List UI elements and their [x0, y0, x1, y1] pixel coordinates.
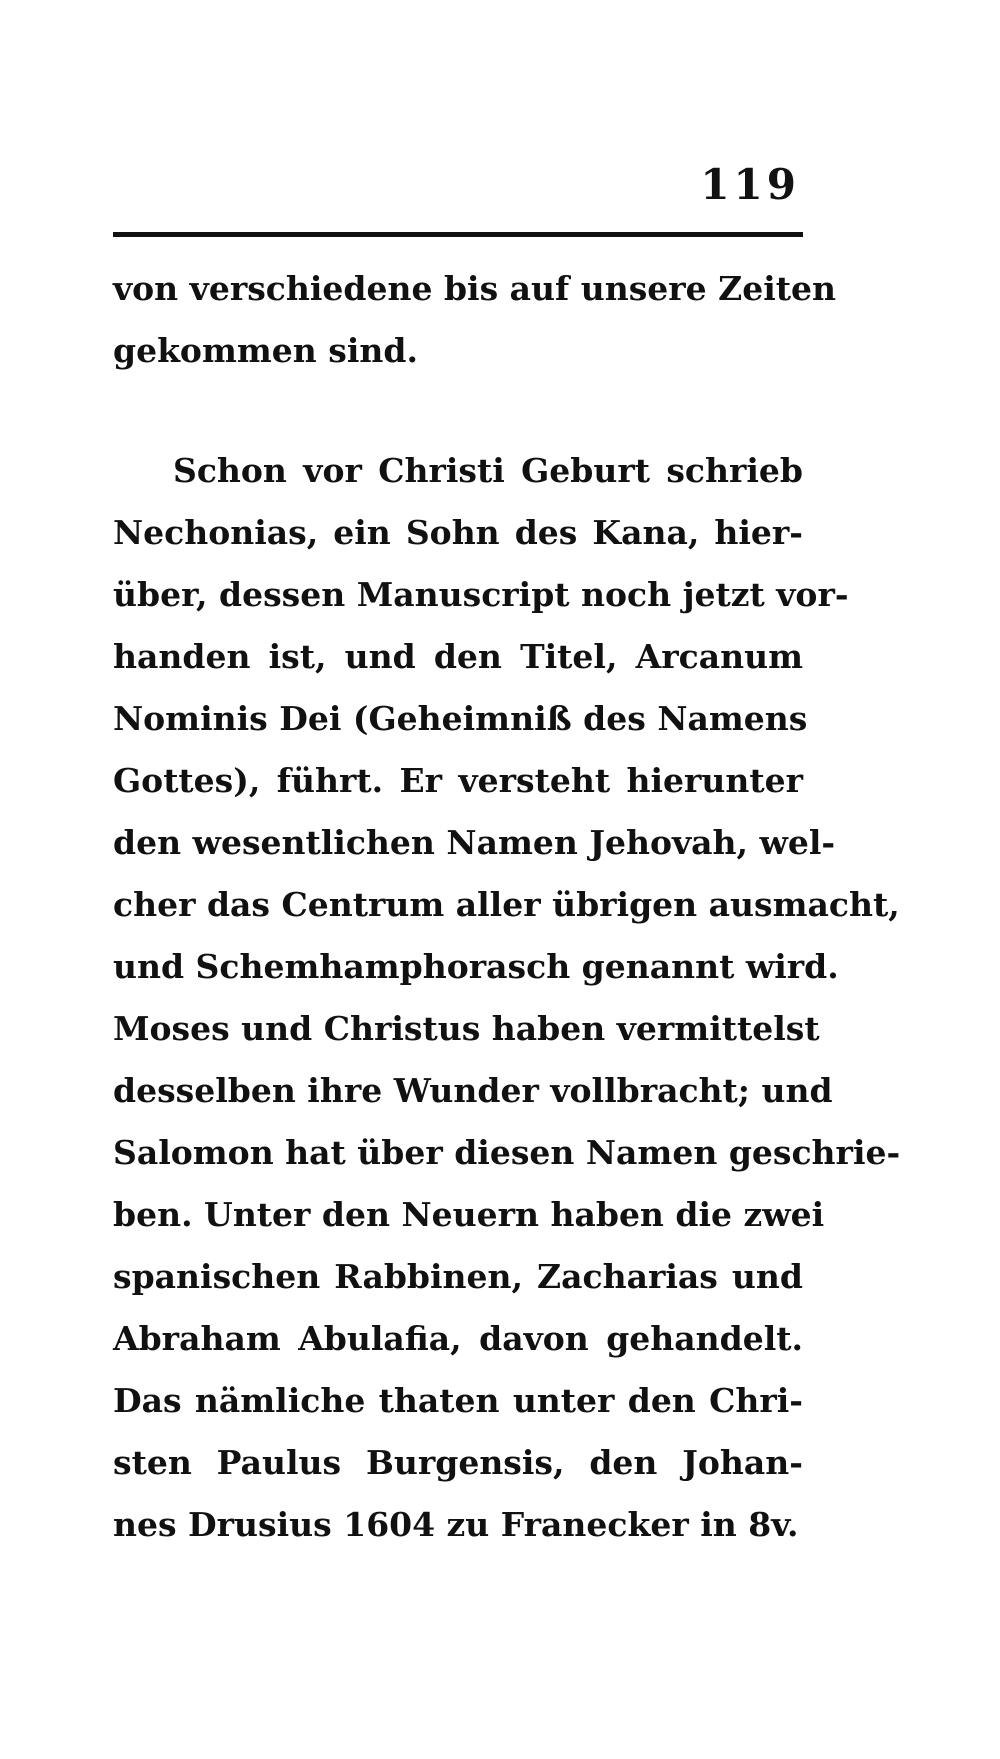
text-line: Nominis Dei (Geheimniß des Namens — [113, 699, 808, 738]
text-line: spanischen Rabbinen, Zacharias und — [113, 1257, 803, 1296]
header-rule — [113, 232, 803, 237]
text-line: gekommen sind. — [113, 331, 418, 370]
text-line: nes Drusius 1604 zu Franecker in 8v. — [113, 1505, 799, 1544]
text-line: desselben ihre Wunder vollbracht; und — [113, 1071, 833, 1110]
text-line: sten Paulus Burgensis, den Johan- — [113, 1443, 803, 1482]
text-line: von verschiedene bis auf unsere Zeiten — [113, 269, 836, 308]
text-line: den wesentlichen Namen Jehovah, wel- — [113, 823, 836, 862]
text-line: über, dessen Manuscript noch jetzt vor- — [113, 575, 849, 614]
text-line: Das nämliche thaten unter den Chri- — [113, 1381, 803, 1420]
paragraph — [113, 440, 901, 1556]
text-line: Gottes), führt. Er versteht hierunter — [113, 761, 803, 800]
text-line: Schon vor Christi Geburt schrieb — [173, 451, 803, 490]
text-line: Abraham Abulafia, davon gehandelt. — [113, 1319, 803, 1358]
text-line: Salomon hat über diesen Namen geschrie- — [113, 1133, 901, 1172]
text-line: und Schemhamphorasch genannt wird. — [113, 947, 839, 986]
text-line: Moses und Christus haben vermittelst — [113, 1009, 820, 1048]
text-line: Nechonias, ein Sohn des Kana, hier- — [113, 513, 803, 552]
text-line: handen ist, und den Titel, Arcanum — [113, 637, 803, 676]
page-number: 119 — [700, 160, 800, 209]
text-line: ben. Unter den Neuern haben die zwei — [113, 1195, 825, 1234]
continuation-text — [113, 258, 836, 382]
text-line: cher das Centrum aller übrigen ausmacht, — [113, 885, 900, 924]
